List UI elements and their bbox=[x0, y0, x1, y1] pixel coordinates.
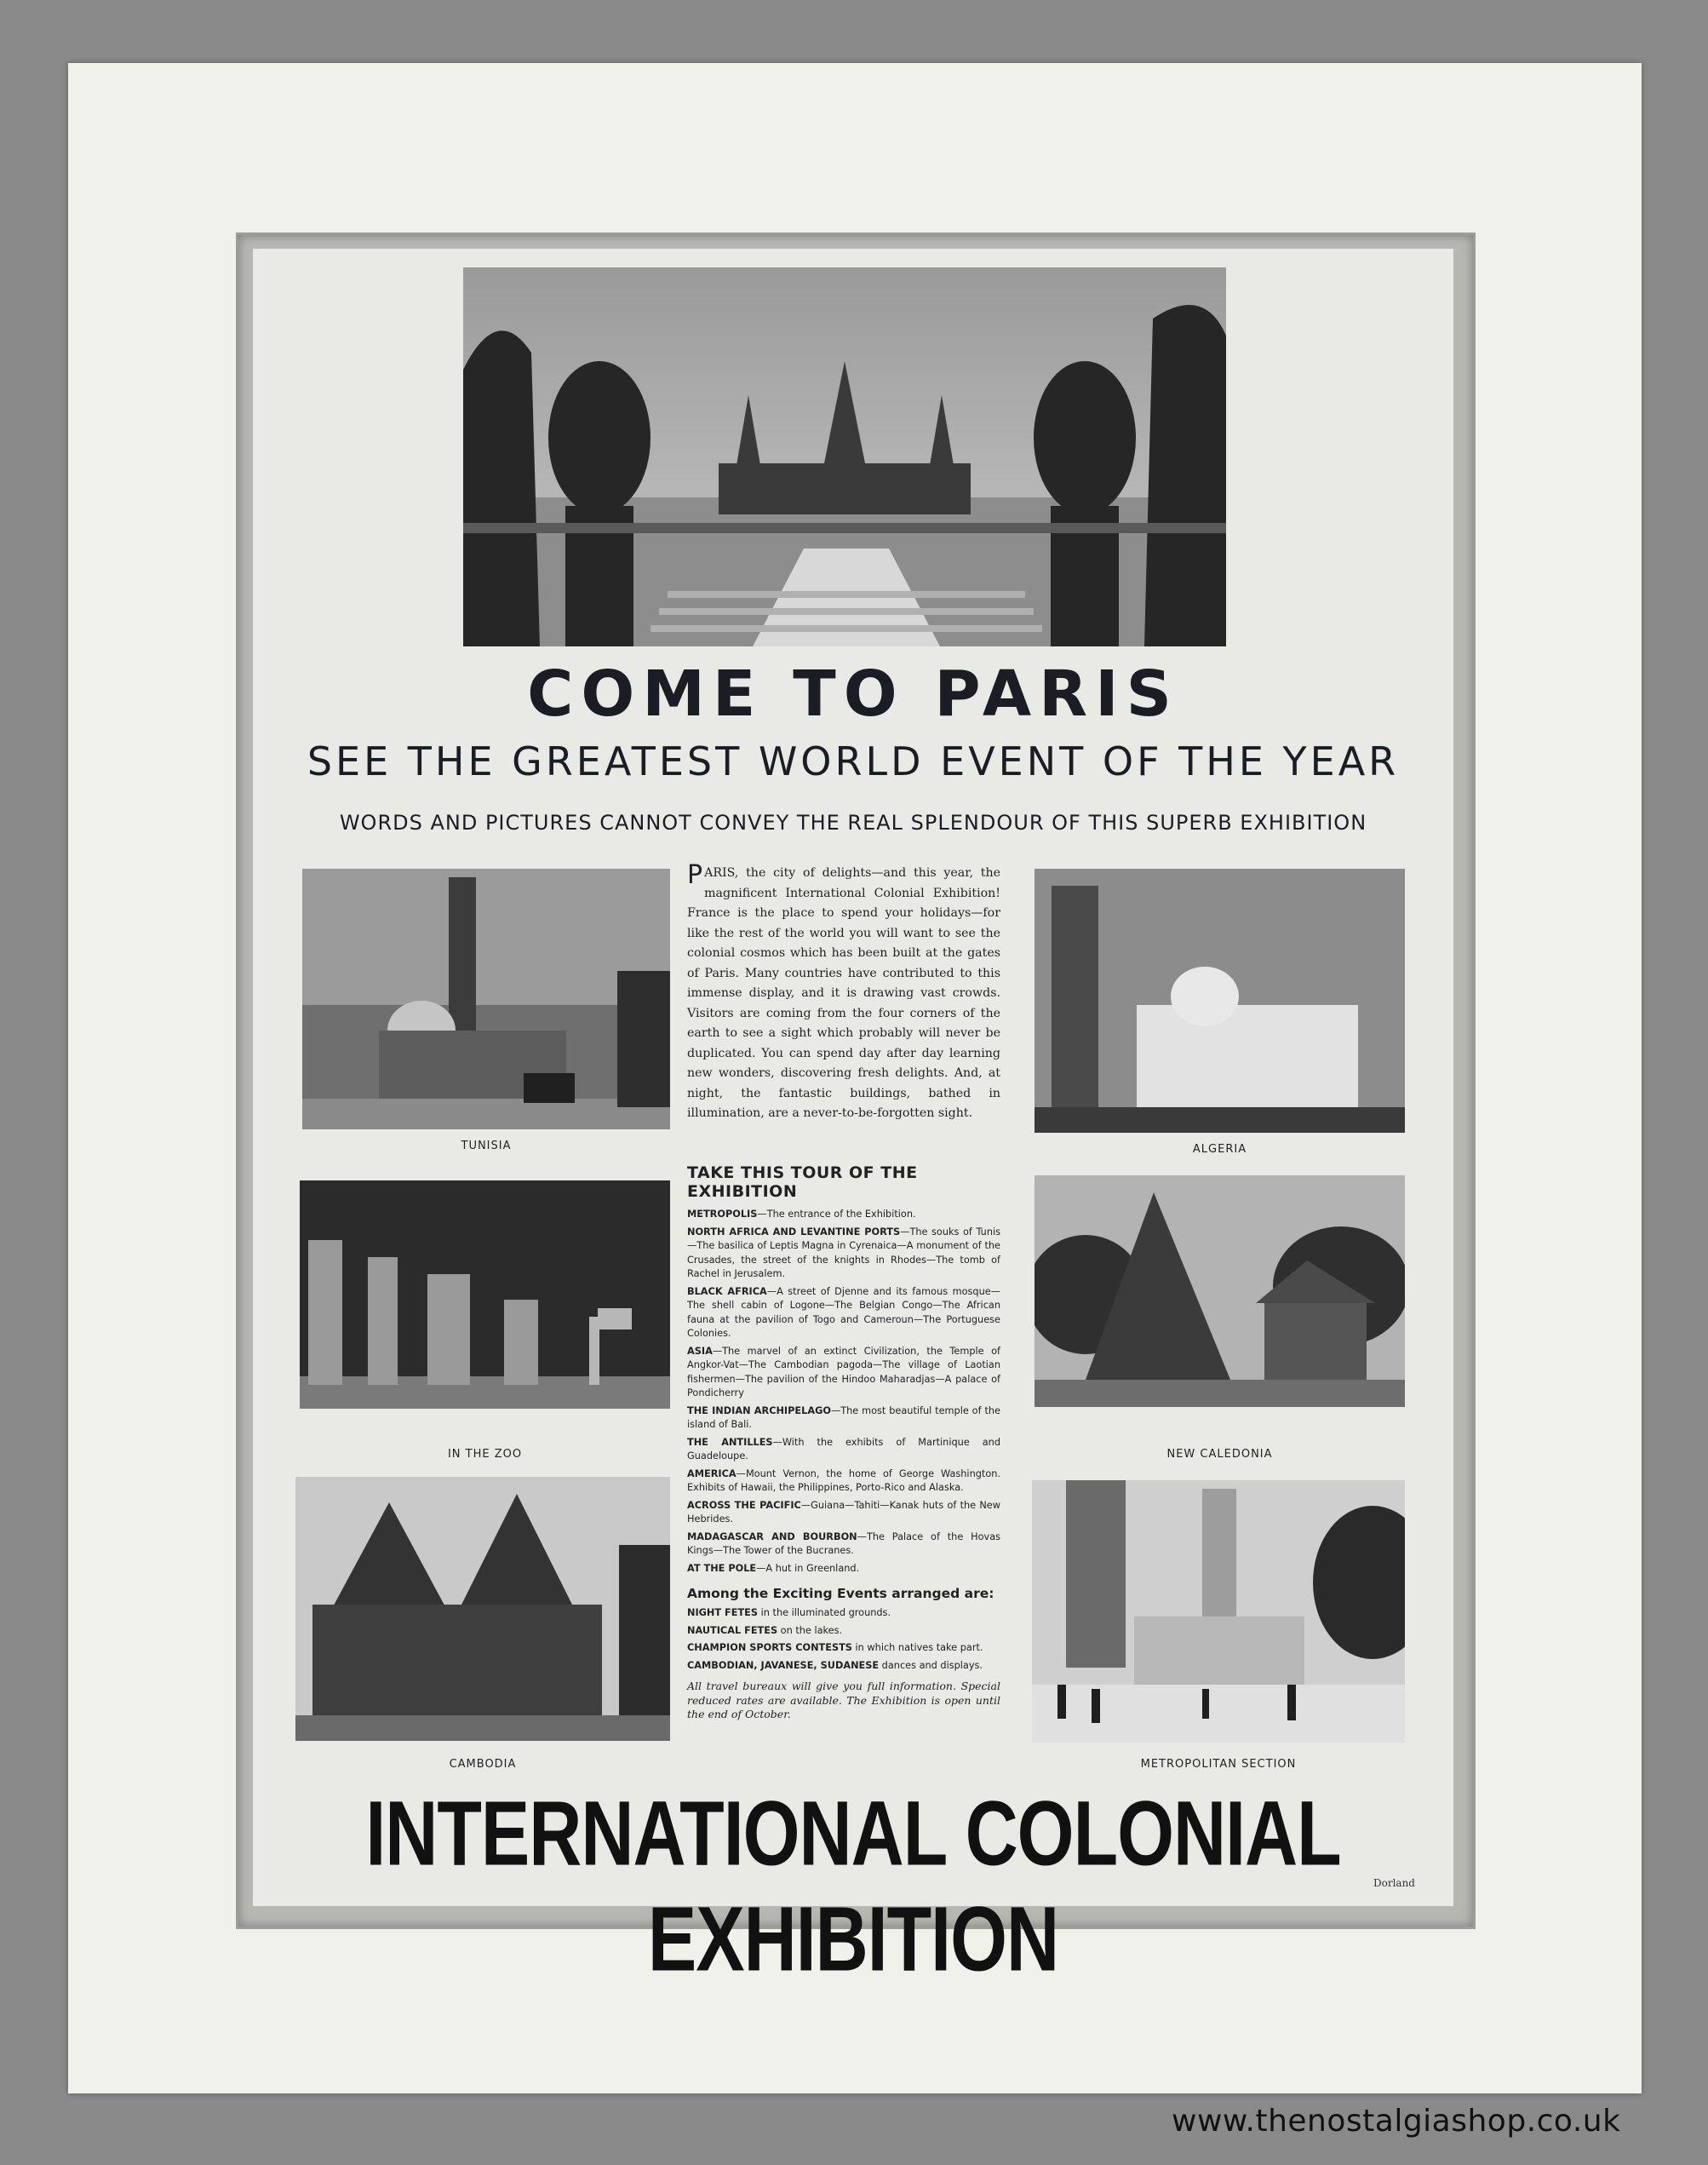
zoo-photo bbox=[300, 1180, 670, 1409]
events-item bbox=[687, 1624, 1000, 1639]
events-item-text: on the lakes. bbox=[777, 1624, 843, 1636]
angkor-vat-photo bbox=[463, 267, 1226, 646]
caption-metropolitan: METROPOLITAN SECTION bbox=[1140, 1758, 1297, 1771]
events-item-text: in the illuminated grounds. bbox=[758, 1607, 891, 1618]
tour-item-text: —A street of Djenne and its famous mosque—The shell cabin of Logone—The Belgian Congo—The African fauna at the pavilion of Togo and Cameroun—The Portuguese Colonies. bbox=[687, 1285, 1000, 1339]
tour-item-name: ASIA bbox=[687, 1345, 713, 1357]
caption-algeria: ALGERIA bbox=[1192, 1143, 1247, 1156]
tour-item-name: AT THE POLE bbox=[687, 1562, 757, 1574]
intro-paragraph: ARIS, the city of delights—and this year, the magnificent International Colonial Exhibition! France is the place to spend your holidays—for like the rest of the world you will want to see the colonial cosmos which has been built at the gates of Paris. Many countries have contributed to this immense display, and it is drawing vast crowds. Visitors are coming from the four corners of the earth to see a sight which probably will never be duplicated. You can spend day after day learning new wonders, discovering fresh delights. And, at night, the fantastic buildings, bathed in illumination, are a never-to-be-forgotten sight. bbox=[687, 866, 1000, 1120]
caption-cambodia: CAMBODIA bbox=[449, 1758, 517, 1771]
events-item-name: NAUTICAL FETES bbox=[687, 1624, 778, 1636]
tour-item-name: THE ANTILLES bbox=[687, 1436, 773, 1448]
intro-dropcap: P bbox=[687, 860, 703, 890]
tour-item-name: THE INDIAN ARCHIPELAGO bbox=[687, 1404, 831, 1416]
tour-item bbox=[687, 1436, 1000, 1464]
events-item bbox=[687, 1659, 1000, 1674]
tour-item bbox=[687, 1499, 1000, 1527]
tour-section bbox=[687, 1163, 1000, 1722]
tour-item-text: —The Palace of the Hovas Kings—The Tower of the Bucranes. bbox=[687, 1530, 1000, 1556]
tour-item-text: —The marvel of an extinct Civilization, the Temple of Angkor-Vat—The Cambodian pagoda—The village of Laotian fishermen—The pavilion of the Hindoo Maharadjas—A palace of Pondicherry bbox=[687, 1345, 1000, 1398]
tour-item bbox=[687, 1285, 1000, 1341]
headline: COME TO PARIS bbox=[527, 658, 1179, 731]
intro-text bbox=[687, 860, 1000, 1124]
tour-item bbox=[687, 1467, 1000, 1496]
tour-item-text: —The souks of Tunis—The basilica of Leptis Magna in Cyrenaica—A monument of the Crusades, the street of the knights in Rhodes—The tomb of Rachel in Jerusalem. bbox=[687, 1226, 1000, 1279]
tour-item-name: AMERICA bbox=[687, 1467, 737, 1479]
events-item bbox=[687, 1606, 1000, 1621]
subheadline: SEE THE GREATEST WORLD EVENT OF THE YEAR bbox=[307, 738, 1400, 784]
events-item-name: CHAMPION SPORTS CONTESTS bbox=[687, 1642, 852, 1653]
tour-item-name: NORTH AFRICA AND LEVANTINE PORTS bbox=[687, 1226, 901, 1238]
bottom-title: INTERNATIONAL COLONIAL EXHIBITION bbox=[365, 1783, 1341, 1990]
caption-zoo: IN THE ZOO bbox=[447, 1448, 523, 1461]
tour-item bbox=[687, 1226, 1000, 1282]
tour-item bbox=[687, 1208, 1000, 1222]
tagline: WORDS AND PICTURES CANNOT CONVEY THE REAL SPLENDOUR OF THIS SUPERB EXHIBITION bbox=[339, 811, 1367, 835]
events-item bbox=[687, 1641, 1000, 1656]
cambodia-photo bbox=[295, 1477, 670, 1741]
tour-item-text: —The entrance of the Exhibition. bbox=[757, 1209, 916, 1220]
events-item-text: dances and displays. bbox=[879, 1659, 983, 1671]
tour-item-name: ACROSS THE PACIFIC bbox=[687, 1499, 801, 1511]
tour-item-name: METROPOLIS bbox=[687, 1209, 758, 1220]
closing-text: All travel bureaux will give you full information. Special reduced rates are available. The Exhibition is open until the end of October. bbox=[687, 1680, 1000, 1720]
metropolitan-section-photo bbox=[1032, 1480, 1405, 1743]
tour-item bbox=[687, 1345, 1000, 1401]
tour-item-name: MADAGASCAR AND BOURBON bbox=[687, 1530, 857, 1542]
algeria-photo bbox=[1035, 869, 1405, 1133]
tour-item bbox=[687, 1530, 1000, 1559]
credit: Dorland bbox=[1373, 1877, 1415, 1889]
tunisia-photo bbox=[302, 869, 670, 1129]
website-watermark: www.thenostalgiashop.co.uk bbox=[1172, 2104, 1621, 2139]
new-caledonia-photo bbox=[1035, 1175, 1405, 1407]
events-list bbox=[687, 1606, 1000, 1673]
events-item-text: in which natives take part. bbox=[851, 1642, 983, 1653]
tour-title: TAKE THIS TOUR OF THE EXHIBITION bbox=[687, 1163, 918, 1201]
poster-page bbox=[253, 249, 1453, 1990]
tour-item-text: —The most beautiful temple of the island of Bali. bbox=[687, 1404, 1000, 1430]
caption-tunisia: TUNISIA bbox=[461, 1140, 512, 1152]
tour-item-text: —Guiana—Tahiti—Kanak huts of the New Hebrides. bbox=[687, 1499, 1000, 1525]
events-item-name: NIGHT FETES bbox=[687, 1607, 759, 1618]
events-title: Among the Exciting Events arranged are: bbox=[687, 1586, 994, 1601]
caption-new-caledonia: NEW CALEDONIA bbox=[1166, 1448, 1273, 1461]
tour-item bbox=[687, 1404, 1000, 1433]
tour-list bbox=[687, 1208, 1000, 1576]
tour-item-text: —A hut in Greenland. bbox=[756, 1562, 860, 1574]
tour-item-text: —Mount Vernon, the home of George Washington. Exhibits of Hawaii, the Philippines, Porto-Rico and Alaska. bbox=[687, 1467, 1000, 1493]
events-item-name: CAMBODIAN, JAVANESE, SUDANESE bbox=[687, 1659, 880, 1671]
tour-item bbox=[687, 1562, 1000, 1576]
tour-item-text: —With the exhibits of Martinique and Guadeloupe. bbox=[687, 1436, 1001, 1462]
tour-item-name: BLACK AFRICA bbox=[687, 1285, 767, 1297]
